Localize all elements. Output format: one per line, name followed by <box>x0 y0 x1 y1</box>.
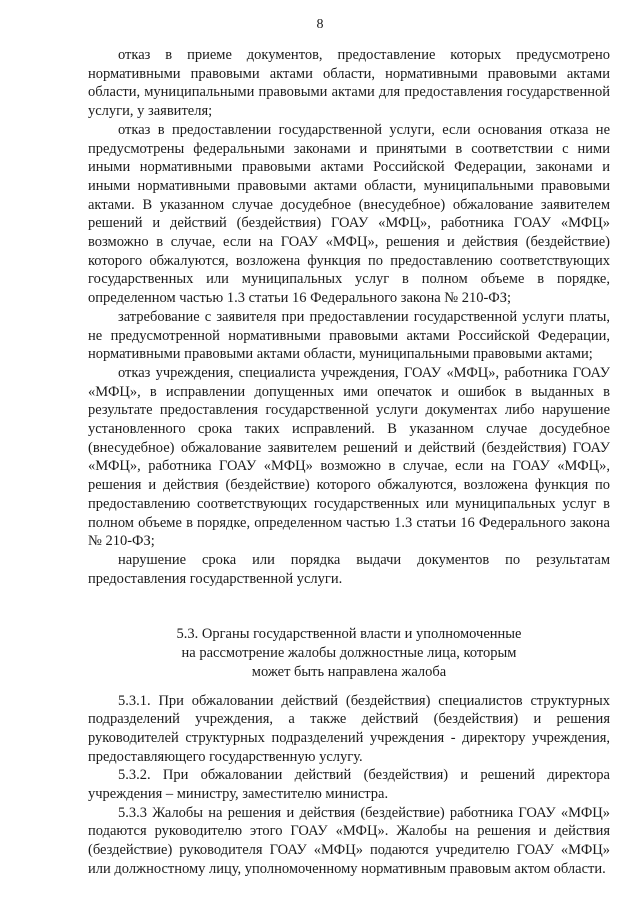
section-heading-line: 5.3. Органы государственной власти и уполномоченные <box>176 626 522 643</box>
paragraph: отказ в предоставлении государственной услуги, если основания отказа не предусмотрены федеральными законами и принятыми в соответствии с ними иными нормативными правовыми актами Российской Федерации, законами и иными нормативными правовыми актами области, муниципальными правовыми актами. В указанном случае досудебное (внесудебное) обжалование заявителем решений и действий (бездействия) ГОАУ «МФЦ», работника ГОАУ «МФЦ» возможно в случае, если на ГОАУ «МФЦ», решения и действия (бездействие) которого обжалуются, возложена функция по предоставлению соответствующих государственных или муниципальных услуг в полном объеме в порядке, определенном частью 1.3 статьи 16 Федерального закона № 210-ФЗ; <box>88 121 610 307</box>
page-number: 8 <box>316 17 324 32</box>
paragraph: отказ в приеме документов, предоставление которых предусмотрено нормативными правовыми актами области, нормативными правовыми актами области, муниципальными правовыми актами для предоставления государственной услуги, у заявителя; <box>88 47 610 120</box>
paragraph: затребование с заявителя при предоставлении государственной услуги платы, не предусмотренной нормативными правовыми актами Российской Федерации, нормативными правовыми актами области, муниципальными правовыми актами; <box>88 308 610 363</box>
section-heading-line: может быть направлена жалоба <box>251 663 447 680</box>
paragraph: отказ учреждения, специалиста учреждения, ГОАУ «МФЦ», работника ГОАУ «МФЦ», в исправлении допущенных ими опечаток и ошибок в выданных в результате предоставления государственной услуги документах либо нарушение установленного срока таких исправлений. В указанном случае досудебное (внесудебное) обжалование заявителем решений и действий (бездействия) ГОАУ «МФЦ», работника ГОАУ «МФЦ» возможно в случае, если на ГОАУ «МФЦ», решения и действия (бездействие) которого обжалуются, возложена функция по предоставлению соответствующих государственных или муниципальных услуг в полном объеме в порядке, определенном частью 1.3 статьи 16 Федерального закона № 210-ФЗ; <box>88 364 610 550</box>
paragraph: 5.3.1. При обжаловании действий (бездействия) специалистов структурных подразделений учреждения, а также действий (бездействия) и решения руководителей структурных подразделений учреждения - директору учреждения, предоставляющего государственную услугу. <box>88 692 610 765</box>
paragraph: 5.3.2. При обжаловании действий (бездействия) и решений директора учреждения – министру, заместителю министра. <box>88 767 610 803</box>
section-heading-line: на рассмотрение жалобы должностные лица, которым <box>181 645 517 662</box>
section-heading <box>88 625 610 681</box>
document-body <box>88 46 610 879</box>
paragraph: нарушение срока или порядка выдачи документов по результатам предоставления государственной услуги. <box>88 551 610 587</box>
paragraph: 5.3.3 Жалобы на решения и действия (бездействие) работника ГОАУ «МФЦ» подаются руководителю этого ГОАУ «МФЦ». Жалобы на решения и действия (бездействие) руководителя ГОАУ «МФЦ» подаются учредителю ГОАУ «МФЦ» или должностному лицу, уполномоченному нормативным правовым актом области. <box>88 804 610 877</box>
